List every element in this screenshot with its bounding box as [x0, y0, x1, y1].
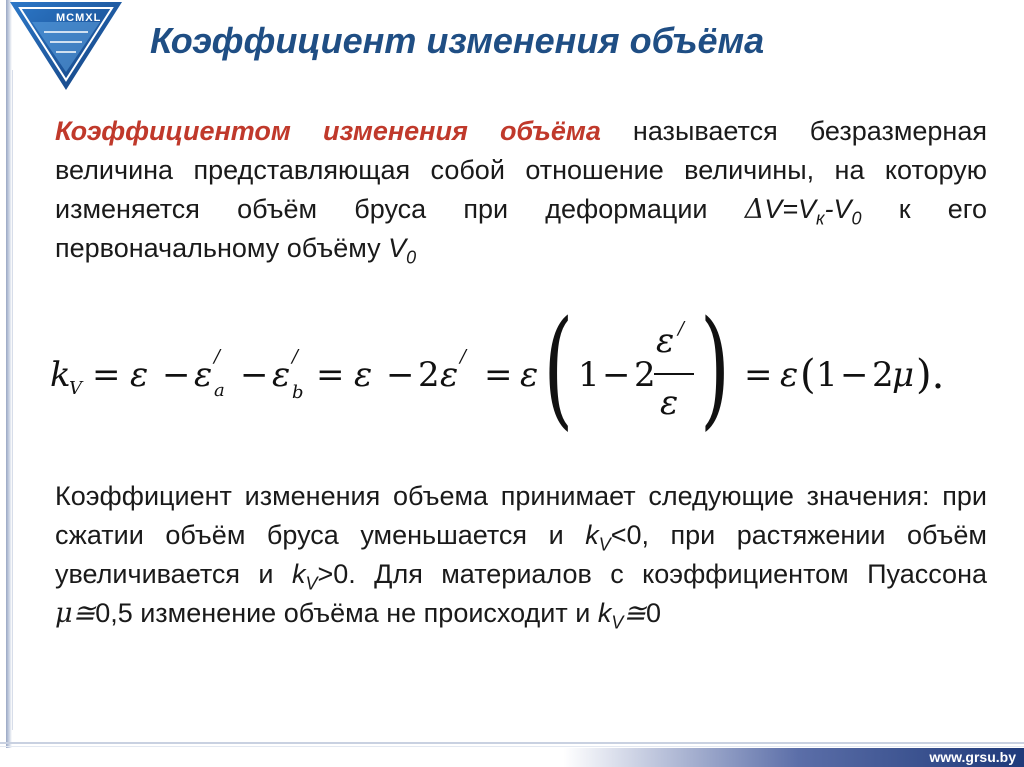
formula-svg	[40, 300, 980, 450]
defined-term: Коэффициентом изменения объёма	[55, 116, 601, 146]
formula-mu: μ	[892, 355, 915, 395]
formula-eq3: =	[484, 355, 513, 395]
formula-two1: 2	[418, 355, 440, 395]
formula-sub-b: b	[292, 382, 304, 403]
formula-prime4: /	[678, 318, 685, 339]
formula-eq4: =	[744, 355, 773, 395]
formula-rpar: ).	[916, 352, 945, 398]
formula-k: k	[50, 355, 71, 395]
formula-lpar: (	[800, 352, 816, 398]
approx-symbol-2: ≅	[623, 598, 646, 629]
values-text-1: Коэффициент изменения объема принимает следующие значения: при сжатии объём бруса уменьшается и	[55, 481, 987, 550]
formula-eq2: =	[316, 355, 345, 395]
logo-text: MCMXL	[56, 12, 102, 24]
kv-symbol-1: k	[585, 520, 599, 550]
volume-minus: -V	[824, 194, 852, 224]
university-logo	[4, 0, 124, 92]
formula-sub-a: a	[214, 380, 225, 401]
formula-big-paren-right: )	[700, 300, 730, 443]
values-text-5: 0	[645, 598, 661, 628]
formula-one1: 1	[578, 355, 600, 395]
formula-eps-num: ε	[656, 321, 675, 361]
formula-two3: 2	[872, 355, 894, 395]
volume-expr: V=V	[764, 194, 816, 224]
kv-sub-3: V	[611, 612, 624, 633]
formula-eps1: ε	[130, 355, 149, 395]
footer-rule-thin	[0, 746, 1024, 747]
formula-minus3: −	[386, 355, 415, 395]
mu-symbol: μ	[55, 598, 73, 629]
kv-sub-2: V	[305, 573, 318, 594]
formula-minus1: −	[162, 355, 191, 395]
subscript-0: 0	[851, 208, 862, 229]
formula-prime1: /	[214, 346, 221, 367]
footer-url-link[interactable]: www.grsu.by	[929, 749, 1016, 765]
subscript-0-final: 0	[406, 247, 417, 268]
formula-sub-V: V	[69, 378, 82, 399]
formula-eps7: ε	[780, 355, 799, 395]
slide-title: Коэффициент изменения объёма	[150, 20, 765, 61]
left-decorative-bar	[0, 0, 16, 767]
kv-symbol-2: k	[291, 559, 306, 589]
formula-minus4: −	[602, 355, 631, 395]
formula-prime2: /	[292, 346, 299, 367]
values-text-2: <0, при растяжении объём увеличивается и	[55, 520, 987, 589]
formula-big-paren-left: (	[543, 300, 574, 443]
formula-minus5: −	[840, 355, 869, 395]
initial-volume: V	[388, 233, 407, 263]
formula-eq1: =	[92, 355, 121, 395]
approx-symbol-1: ≅	[72, 598, 96, 629]
formula-one2: 1	[816, 355, 838, 395]
formula-eps5: ε	[440, 355, 459, 395]
formula-two2: 2	[634, 355, 656, 395]
delta-symbol: Δ	[744, 194, 765, 225]
kv-sub-1: V	[598, 534, 611, 555]
formula-minus2: −	[240, 355, 269, 395]
definition-text-end: к его первоначальному объёму	[55, 194, 987, 263]
values-paragraph	[55, 477, 987, 633]
formula-eps6: ε	[520, 355, 539, 395]
formula-eps4: ε	[354, 355, 373, 395]
formula-eps3: ε	[272, 355, 291, 395]
values-text-4: 0,5 изменение объёма не происходит и	[95, 598, 598, 628]
values-text-3: >0. Для материалов с коэффициентом Пуассона	[317, 559, 988, 589]
definition-paragraph	[55, 112, 987, 268]
formula-eps2: ε	[194, 355, 213, 395]
kv-symbol-3: k	[597, 598, 612, 628]
formula-eps-den: ε	[660, 383, 679, 423]
footer-rule	[0, 742, 1024, 744]
formula-prime3: /	[460, 346, 467, 367]
volume-coefficient-formula	[40, 300, 980, 450]
subscript-k: к	[816, 208, 825, 229]
definition-text: называется безразмерная величина представляющая собой отношение величины, на которую изменяется объём бруса при деформации	[55, 116, 987, 224]
footer-bar	[0, 748, 1024, 767]
